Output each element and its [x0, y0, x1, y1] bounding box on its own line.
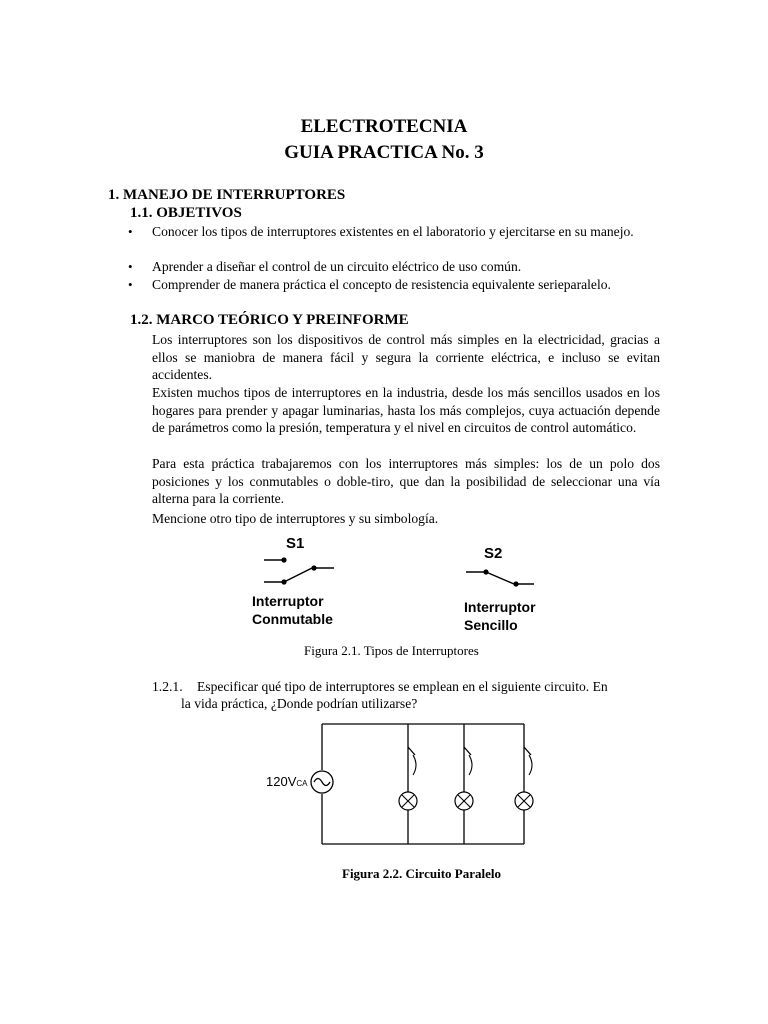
objective-item: Aprender a diseñar el control de un circuito eléctrico de uso común.	[152, 259, 522, 274]
lamp-symbol	[399, 792, 417, 810]
objective-item: Comprender de manera práctica el concepto de resistencia equivalente serieparalelo.	[152, 277, 611, 292]
objectives-heading: 1.1. OBJETIVOS	[130, 205, 242, 221]
s1-caption-line2: Conmutable	[252, 611, 333, 627]
bullet-symbol: •	[128, 277, 133, 292]
lamp-symbol	[455, 792, 473, 810]
section-heading: 1. MANEJO DE INTERRUPTORES	[108, 187, 346, 203]
question-number: 1.2.1.	[152, 679, 183, 694]
question-text: Especificar qué tipo de interruptores se emplean en el siguiente circuito. En	[197, 679, 608, 694]
paragraph: Mencione otro tipo de interruptores y su simbología.	[152, 511, 439, 526]
paragraph: Existen muchos tipos de interruptores en la industria, desde los más sencillos usados en los hogares para prender y apagar luminarias, hasta los más complejos, cuya actuación depende de parámetros como la presión, temperatura y el nivel en circuitos de control automático.	[152, 385, 660, 435]
source-label: 120VCA	[266, 774, 308, 789]
switch-symbol	[413, 755, 416, 775]
parallel-circuit-diagram	[260, 715, 560, 850]
s1-caption-line1: Interruptor	[252, 593, 324, 609]
section-heading: 1.2. MARCO TEÓRICO Y PREINFORME	[130, 312, 409, 328]
question-text: la vida práctica, ¿Donde podrían utilizarse?	[181, 696, 418, 711]
figure-caption: Figura 2.1. Tipos de Interruptores	[304, 643, 479, 658]
switch-symbol	[469, 755, 472, 775]
switch-symbol	[529, 755, 532, 775]
s2-caption-line1: Interruptor	[464, 599, 536, 615]
paragraph: Para esta práctica trabajaremos con los interruptores más simples: los de un polo dos posiciones y los conmutables o doble-tiro, que dan la posibilidad de seleccionar una vía alterna para la corriente.	[152, 456, 660, 506]
commutable-switch-symbol	[264, 557, 334, 584]
ac-source-symbol	[311, 771, 333, 793]
s2-label: S2	[484, 545, 503, 562]
s2-caption-line2: Sencillo	[464, 617, 518, 633]
figure-caption: Figura 2.2. Circuito Paralelo	[342, 866, 501, 881]
s1-label: S1	[286, 535, 305, 552]
bullet-symbol: •	[128, 224, 133, 239]
bullet-symbol: •	[128, 259, 133, 274]
switch-types-figure	[248, 530, 548, 640]
simple-switch-symbol	[466, 569, 534, 586]
document-subtitle: GUIA PRACTICA No. 3	[284, 142, 484, 163]
lamp-symbol	[515, 792, 533, 810]
paragraph: Los interruptores son los dispositivos de control más simples en la electricidad, gracias a ellos se maniobra de manera fácil y segura la corriente eléctrica, e incluso se evitan accidentes.	[152, 332, 660, 382]
document-title: ELECTROTECNIA	[300, 116, 468, 137]
objective-item: Conocer los tipos de interruptores existentes en el laboratorio y ejercitarse en su manejo.	[152, 224, 634, 239]
